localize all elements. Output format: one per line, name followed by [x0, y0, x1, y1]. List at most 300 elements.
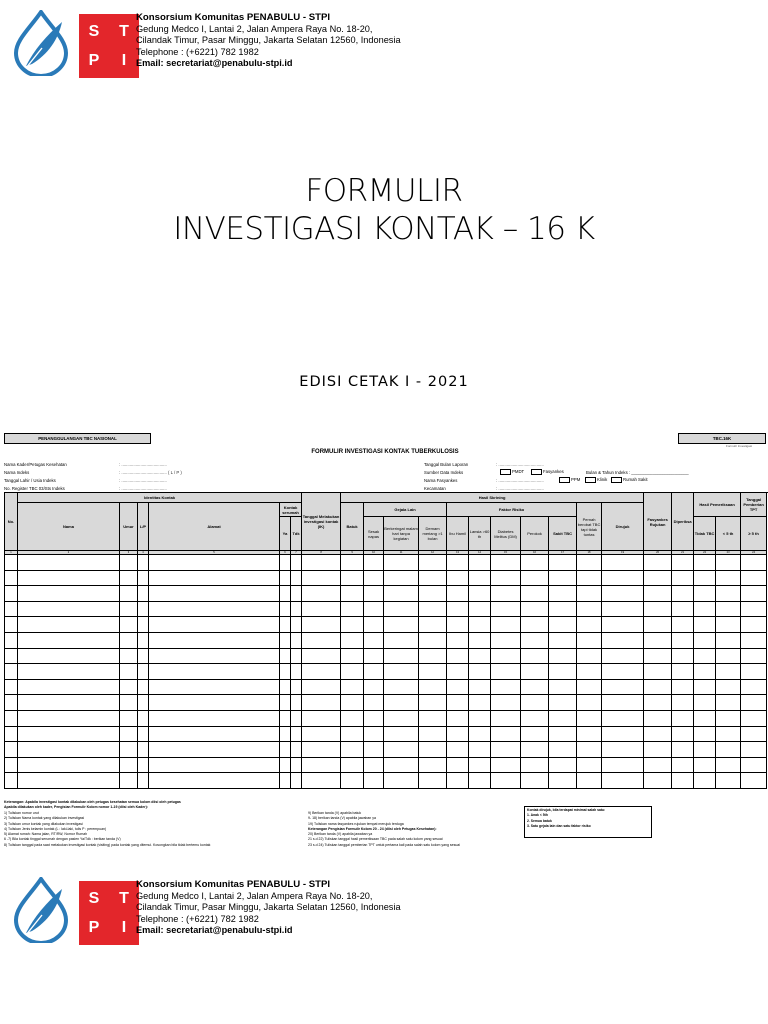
table-cell[interactable] — [716, 570, 741, 586]
table-cell[interactable] — [384, 555, 419, 571]
table-cell[interactable] — [341, 555, 364, 571]
table-cell[interactable] — [341, 586, 364, 602]
table-cell[interactable] — [694, 632, 716, 648]
table-cell[interactable] — [280, 601, 291, 617]
table-cell[interactable] — [419, 617, 447, 633]
table-cell[interactable] — [302, 648, 341, 664]
table-cell[interactable] — [291, 617, 302, 633]
table-cell[interactable] — [602, 773, 644, 789]
table-cell[interactable] — [694, 617, 716, 633]
option-klinik[interactable]: Klinik — [584, 477, 607, 483]
table-cell[interactable] — [384, 601, 419, 617]
field-kecamatan-value[interactable]: : ...................................... — [496, 486, 544, 491]
table-cell[interactable] — [491, 617, 521, 633]
table-cell[interactable] — [291, 586, 302, 602]
table-cell[interactable] — [672, 742, 694, 758]
table-cell[interactable] — [384, 773, 419, 789]
table-cell[interactable] — [419, 742, 447, 758]
table-cell[interactable] — [18, 570, 120, 586]
table-cell[interactable] — [364, 570, 384, 586]
table-cell[interactable] — [521, 679, 549, 695]
table-cell[interactable] — [694, 742, 716, 758]
table-cell[interactable] — [469, 555, 491, 571]
table-cell[interactable] — [549, 742, 577, 758]
table-cell[interactable] — [120, 710, 138, 726]
table-cell[interactable] — [291, 632, 302, 648]
table-cell[interactable] — [672, 632, 694, 648]
table-cell[interactable] — [364, 742, 384, 758]
table-cell[interactable] — [521, 664, 549, 680]
table-cell[interactable] — [384, 617, 419, 633]
table-cell[interactable] — [149, 664, 280, 680]
table-cell[interactable] — [5, 695, 18, 711]
table-cell[interactable] — [644, 617, 672, 633]
table-cell[interactable] — [364, 773, 384, 789]
table-cell[interactable] — [18, 742, 120, 758]
table-cell[interactable] — [549, 710, 577, 726]
table-cell[interactable] — [447, 632, 469, 648]
table-cell[interactable] — [602, 601, 644, 617]
table-cell[interactable] — [302, 586, 341, 602]
table-cell[interactable] — [120, 726, 138, 742]
table-cell[interactable] — [644, 632, 672, 648]
table-cell[interactable] — [18, 679, 120, 695]
table-cell[interactable] — [280, 632, 291, 648]
table-cell[interactable] — [521, 726, 549, 742]
table-cell[interactable] — [644, 586, 672, 602]
table-cell[interactable] — [644, 570, 672, 586]
table-cell[interactable] — [18, 632, 120, 648]
table-cell[interactable] — [18, 617, 120, 633]
table-cell[interactable] — [602, 664, 644, 680]
table-cell[interactable] — [602, 586, 644, 602]
table-cell[interactable] — [694, 664, 716, 680]
table-cell[interactable] — [741, 757, 767, 773]
table-cell[interactable] — [447, 695, 469, 711]
table-cell[interactable] — [741, 726, 767, 742]
table-cell[interactable] — [120, 601, 138, 617]
table-cell[interactable] — [419, 664, 447, 680]
table-cell[interactable] — [469, 679, 491, 695]
table-cell[interactable] — [741, 710, 767, 726]
table-cell[interactable] — [716, 555, 741, 571]
table-cell[interactable] — [577, 757, 602, 773]
table-cell[interactable] — [577, 695, 602, 711]
table-cell[interactable] — [694, 695, 716, 711]
table-cell[interactable] — [577, 586, 602, 602]
table-cell[interactable] — [5, 773, 18, 789]
table-cell[interactable] — [672, 648, 694, 664]
table-cell[interactable] — [644, 757, 672, 773]
table-cell[interactable] — [18, 757, 120, 773]
table-cell[interactable] — [364, 586, 384, 602]
table-cell[interactable] — [521, 648, 549, 664]
rumah-sakit-checkbox[interactable] — [611, 477, 622, 483]
table-cell[interactable] — [280, 617, 291, 633]
table-cell[interactable] — [672, 726, 694, 742]
table-cell[interactable] — [577, 617, 602, 633]
table-cell[interactable] — [521, 617, 549, 633]
table-cell[interactable] — [491, 757, 521, 773]
table-cell[interactable] — [521, 586, 549, 602]
table-cell[interactable] — [364, 695, 384, 711]
table-cell[interactable] — [291, 664, 302, 680]
table-cell[interactable] — [602, 710, 644, 726]
table-cell[interactable] — [491, 570, 521, 586]
table-cell[interactable] — [302, 617, 341, 633]
table-cell[interactable] — [716, 679, 741, 695]
table-cell[interactable] — [469, 664, 491, 680]
table-cell[interactable] — [149, 601, 280, 617]
table-cell[interactable] — [149, 632, 280, 648]
table-cell[interactable] — [149, 679, 280, 695]
option-rumah-sakit[interactable]: Rumah Sakit — [610, 477, 648, 483]
table-cell[interactable] — [447, 742, 469, 758]
table-cell[interactable] — [149, 742, 280, 758]
table-cell[interactable] — [138, 648, 149, 664]
table-cell[interactable] — [716, 586, 741, 602]
table-cell[interactable] — [291, 570, 302, 586]
table-cell[interactable] — [602, 679, 644, 695]
table-cell[interactable] — [120, 742, 138, 758]
table-cell[interactable] — [5, 586, 18, 602]
table-cell[interactable] — [447, 617, 469, 633]
table-cell[interactable] — [18, 773, 120, 789]
table-cell[interactable] — [291, 726, 302, 742]
table-cell[interactable] — [447, 601, 469, 617]
table-cell[interactable] — [577, 601, 602, 617]
table-cell[interactable] — [280, 773, 291, 789]
table-cell[interactable] — [672, 757, 694, 773]
table-cell[interactable] — [384, 695, 419, 711]
table-cell[interactable] — [364, 648, 384, 664]
table-cell[interactable] — [120, 632, 138, 648]
table-cell[interactable] — [491, 710, 521, 726]
table-cell[interactable] — [341, 757, 364, 773]
table-cell[interactable] — [716, 664, 741, 680]
table-cell[interactable] — [419, 555, 447, 571]
field-kader-value[interactable]: : ...................................... — [119, 462, 167, 467]
table-cell[interactable] — [694, 555, 716, 571]
table-cell[interactable] — [138, 664, 149, 680]
table-cell[interactable] — [138, 555, 149, 571]
table-cell[interactable] — [302, 601, 341, 617]
table-cell[interactable] — [138, 757, 149, 773]
field-register-value[interactable]: : ...................................... — [119, 486, 167, 491]
option-ppm[interactable]: PPM — [558, 477, 580, 483]
table-cell[interactable] — [644, 695, 672, 711]
table-cell[interactable] — [741, 601, 767, 617]
table-cell[interactable] — [138, 632, 149, 648]
table-cell[interactable] — [741, 586, 767, 602]
table-cell[interactable] — [280, 757, 291, 773]
table-cell[interactable] — [5, 648, 18, 664]
table-cell[interactable] — [341, 617, 364, 633]
table-cell[interactable] — [469, 742, 491, 758]
table-cell[interactable] — [5, 664, 18, 680]
table-cell[interactable] — [341, 695, 364, 711]
table-cell[interactable] — [5, 726, 18, 742]
table-cell[interactable] — [644, 555, 672, 571]
table-cell[interactable] — [716, 601, 741, 617]
table-cell[interactable] — [447, 555, 469, 571]
table-cell[interactable] — [716, 726, 741, 742]
table-cell[interactable] — [602, 757, 644, 773]
table-cell[interactable] — [138, 617, 149, 633]
table-cell[interactable] — [280, 555, 291, 571]
table-cell[interactable] — [491, 742, 521, 758]
table-cell[interactable] — [302, 710, 341, 726]
table-cell[interactable] — [364, 601, 384, 617]
table-cell[interactable] — [741, 773, 767, 789]
table-cell[interactable] — [694, 726, 716, 742]
table-cell[interactable] — [491, 648, 521, 664]
table-cell[interactable] — [341, 570, 364, 586]
table-cell[interactable] — [419, 679, 447, 695]
table-cell[interactable] — [302, 695, 341, 711]
table-cell[interactable] — [419, 570, 447, 586]
table-cell[interactable] — [138, 773, 149, 789]
table-cell[interactable] — [672, 601, 694, 617]
table-cell[interactable] — [280, 695, 291, 711]
table-cell[interactable] — [120, 757, 138, 773]
table-cell[interactable] — [18, 555, 120, 571]
table-cell[interactable] — [741, 695, 767, 711]
table-cell[interactable] — [149, 757, 280, 773]
table-cell[interactable] — [694, 570, 716, 586]
table-cell[interactable] — [447, 648, 469, 664]
field-tgl-laporan-value[interactable]: : ...................................... — [496, 462, 544, 467]
table-cell[interactable] — [644, 710, 672, 726]
table-cell[interactable] — [577, 726, 602, 742]
table-cell[interactable] — [469, 601, 491, 617]
table-cell[interactable] — [341, 664, 364, 680]
table-cell[interactable] — [602, 570, 644, 586]
table-cell[interactable] — [469, 617, 491, 633]
table-cell[interactable] — [491, 773, 521, 789]
table-cell[interactable] — [341, 710, 364, 726]
table-cell[interactable] — [694, 648, 716, 664]
table-cell[interactable] — [149, 695, 280, 711]
table-cell[interactable] — [364, 710, 384, 726]
table-cell[interactable] — [694, 601, 716, 617]
table-cell[interactable] — [469, 632, 491, 648]
table-cell[interactable] — [138, 726, 149, 742]
table-cell[interactable] — [716, 742, 741, 758]
table-cell[interactable] — [577, 742, 602, 758]
table-cell[interactable] — [341, 648, 364, 664]
table-cell[interactable] — [491, 555, 521, 571]
table-cell[interactable] — [644, 664, 672, 680]
table-cell[interactable] — [120, 617, 138, 633]
field-indeks-value[interactable]: : ...................................... ( L / P ) — [119, 470, 182, 475]
table-cell[interactable] — [491, 695, 521, 711]
table-cell[interactable] — [549, 570, 577, 586]
table-cell[interactable] — [447, 679, 469, 695]
table-cell[interactable] — [291, 679, 302, 695]
table-cell[interactable] — [549, 695, 577, 711]
table-cell[interactable] — [741, 664, 767, 680]
table-cell[interactable] — [716, 617, 741, 633]
ppm-checkbox[interactable] — [559, 477, 570, 483]
table-cell[interactable] — [694, 757, 716, 773]
option-pmdt[interactable]: PMDT — [499, 469, 524, 475]
table-cell[interactable] — [549, 601, 577, 617]
table-cell[interactable] — [280, 710, 291, 726]
table-cell[interactable] — [302, 742, 341, 758]
table-cell[interactable] — [364, 726, 384, 742]
table-cell[interactable] — [138, 679, 149, 695]
table-cell[interactable] — [291, 555, 302, 571]
table-cell[interactable] — [694, 679, 716, 695]
table-cell[interactable] — [716, 710, 741, 726]
table-cell[interactable] — [149, 710, 280, 726]
table-cell[interactable] — [419, 773, 447, 789]
table-cell[interactable] — [741, 679, 767, 695]
table-cell[interactable] — [138, 570, 149, 586]
table-cell[interactable] — [694, 586, 716, 602]
table-cell[interactable] — [469, 726, 491, 742]
table-cell[interactable] — [602, 742, 644, 758]
table-cell[interactable] — [469, 710, 491, 726]
table-cell[interactable] — [364, 757, 384, 773]
table-cell[interactable] — [577, 632, 602, 648]
table-cell[interactable] — [291, 742, 302, 758]
field-nama-fasyankes-value[interactable]: : ...................................... — [496, 478, 544, 483]
table-cell[interactable] — [18, 648, 120, 664]
table-cell[interactable] — [18, 726, 120, 742]
table-cell[interactable] — [384, 586, 419, 602]
table-cell[interactable] — [549, 679, 577, 695]
table-cell[interactable] — [302, 757, 341, 773]
table-cell[interactable] — [384, 726, 419, 742]
table-cell[interactable] — [491, 679, 521, 695]
table-cell[interactable] — [384, 742, 419, 758]
table-cell[interactable] — [602, 726, 644, 742]
table-cell[interactable] — [5, 679, 18, 695]
table-cell[interactable] — [521, 773, 549, 789]
table-cell[interactable] — [644, 648, 672, 664]
table-cell[interactable] — [672, 586, 694, 602]
table-cell[interactable] — [341, 601, 364, 617]
table-cell[interactable] — [120, 586, 138, 602]
table-cell[interactable] — [138, 710, 149, 726]
table-cell[interactable] — [469, 648, 491, 664]
table-cell[interactable] — [741, 617, 767, 633]
table-cell[interactable] — [5, 742, 18, 758]
table-cell[interactable] — [280, 679, 291, 695]
table-cell[interactable] — [602, 632, 644, 648]
table-cell[interactable] — [447, 586, 469, 602]
table-cell[interactable] — [18, 710, 120, 726]
table-cell[interactable] — [447, 710, 469, 726]
table-cell[interactable] — [302, 632, 341, 648]
table-cell[interactable] — [291, 757, 302, 773]
table-cell[interactable] — [149, 586, 280, 602]
pmdt-checkbox[interactable] — [500, 469, 511, 475]
table-cell[interactable] — [716, 757, 741, 773]
table-cell[interactable] — [138, 695, 149, 711]
table-cell[interactable] — [672, 555, 694, 571]
table-cell[interactable] — [469, 757, 491, 773]
table-cell[interactable] — [364, 664, 384, 680]
table-cell[interactable] — [521, 757, 549, 773]
table-cell[interactable] — [18, 586, 120, 602]
table-cell[interactable] — [549, 664, 577, 680]
table-cell[interactable] — [341, 679, 364, 695]
table-cell[interactable] — [469, 586, 491, 602]
table-cell[interactable] — [491, 601, 521, 617]
table-cell[interactable] — [149, 555, 280, 571]
table-cell[interactable] — [419, 586, 447, 602]
table-cell[interactable] — [491, 726, 521, 742]
table-cell[interactable] — [694, 773, 716, 789]
table-cell[interactable] — [120, 773, 138, 789]
field-tgl-lahir-value[interactable]: : ...................................... — [119, 478, 167, 483]
table-cell[interactable] — [302, 726, 341, 742]
table-cell[interactable] — [280, 570, 291, 586]
table-cell[interactable] — [491, 664, 521, 680]
table-cell[interactable] — [18, 695, 120, 711]
table-cell[interactable] — [447, 570, 469, 586]
table-cell[interactable] — [716, 695, 741, 711]
table-cell[interactable] — [384, 632, 419, 648]
table-cell[interactable] — [120, 664, 138, 680]
table-cell[interactable] — [521, 570, 549, 586]
table-cell[interactable] — [741, 742, 767, 758]
table-cell[interactable] — [469, 773, 491, 789]
table-cell[interactable] — [521, 632, 549, 648]
table-cell[interactable] — [120, 555, 138, 571]
table-cell[interactable] — [549, 617, 577, 633]
table-cell[interactable] — [469, 570, 491, 586]
table-cell[interactable] — [549, 648, 577, 664]
table-cell[interactable] — [280, 726, 291, 742]
table-cell[interactable] — [120, 679, 138, 695]
table-cell[interactable] — [5, 601, 18, 617]
table-cell[interactable] — [672, 617, 694, 633]
table-cell[interactable] — [549, 726, 577, 742]
table-cell[interactable] — [419, 601, 447, 617]
table-cell[interactable] — [521, 601, 549, 617]
table-cell[interactable] — [364, 555, 384, 571]
table-cell[interactable] — [5, 710, 18, 726]
table-cell[interactable] — [291, 695, 302, 711]
table-cell[interactable] — [5, 632, 18, 648]
table-cell[interactable] — [120, 570, 138, 586]
table-cell[interactable] — [447, 773, 469, 789]
table-cell[interactable] — [521, 710, 549, 726]
table-cell[interactable] — [291, 648, 302, 664]
table-cell[interactable] — [5, 617, 18, 633]
table-cell[interactable] — [341, 726, 364, 742]
table-cell[interactable] — [549, 757, 577, 773]
table-cell[interactable] — [577, 710, 602, 726]
table-cell[interactable] — [716, 648, 741, 664]
table-cell[interactable] — [419, 648, 447, 664]
table-cell[interactable] — [549, 773, 577, 789]
table-cell[interactable] — [447, 726, 469, 742]
table-cell[interactable] — [149, 570, 280, 586]
table-cell[interactable] — [341, 632, 364, 648]
table-cell[interactable] — [120, 648, 138, 664]
table-cell[interactable] — [5, 570, 18, 586]
table-cell[interactable] — [577, 648, 602, 664]
table-cell[interactable] — [384, 570, 419, 586]
table-cell[interactable] — [419, 726, 447, 742]
table-cell[interactable] — [384, 710, 419, 726]
table-cell[interactable] — [138, 586, 149, 602]
